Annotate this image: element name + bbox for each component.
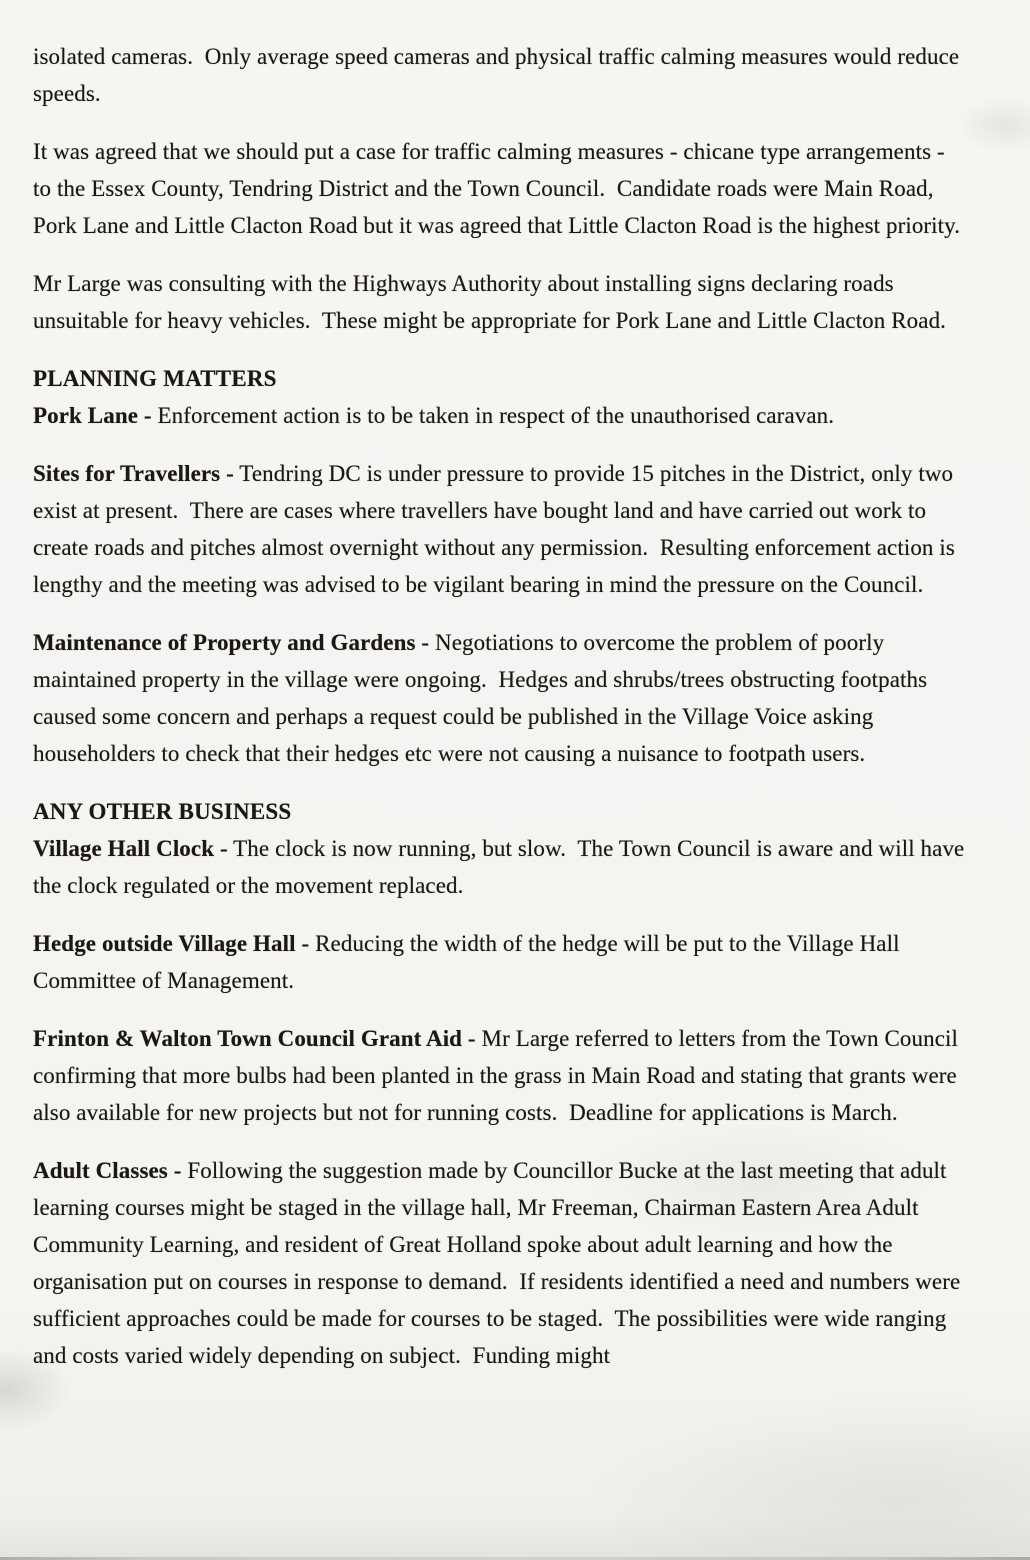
paragraph-adult-classes-lead: Adult Classes - bbox=[33, 1158, 182, 1183]
paragraph-pork-lane-lead: Pork Lane - bbox=[33, 403, 152, 428]
paragraph-pork-lane-text: Enforcement action is to be taken in respect of the unauthorised caravan. bbox=[157, 403, 835, 428]
paragraph-sites-for-travellers bbox=[33, 455, 965, 603]
paragraph-speed-cameras: isolated cameras. Only average speed cameras and physical traffic calming measures would reduce speeds. bbox=[33, 44, 966, 106]
paragraph-hedge-text: Reducing the width of the hedge will be put to the Village Hall Committee of Management. bbox=[33, 931, 906, 993]
paragraph-sites-for-travellers-text: Tendring DC is under pressure to provide 15 pitches in the District, only two exist at present. There are cases where travellers have bought land and have carried out work to create roads and pitches almost overnight without any permission. Resulting enforcement action is lengthy and the meeting was advised to be vigilant bearing in mind the pressure on the Council. bbox=[33, 461, 961, 597]
heading-planning-matters: PLANNING MATTERS bbox=[33, 366, 277, 391]
paragraph-highways-signs: Mr Large was consulting with the Highways Authority about installing signs declaring roads unsuitable for heavy vehicles. These might be appropriate for Pork Lane and Little Clacton Road. bbox=[33, 271, 947, 333]
paragraph-village-hall-clock bbox=[33, 830, 971, 904]
paragraph-maintenance-text: Negotiations to overcome the problem of poorly maintained property in the village were ongoing. Hedges and shrubs/trees obstructing footpaths caused some concern and perhaps a request could be published in the Village Voice asking householders to check that their hedges etc were not causing a nuisance to footpath users. bbox=[33, 630, 934, 766]
paragraph-pork-lane bbox=[33, 397, 965, 434]
paragraph-hedge-village-hall bbox=[33, 925, 965, 999]
paragraph-grant-aid bbox=[33, 1020, 965, 1131]
paragraph-hedge-lead: Hedge outside Village Hall - bbox=[33, 931, 310, 956]
paragraph-adult-classes bbox=[33, 1152, 965, 1374]
paragraph-village-hall-clock-lead: Village Hall Clock - bbox=[33, 836, 228, 861]
paragraph-maintenance-lead: Maintenance of Property and Gardens - bbox=[33, 630, 430, 655]
paragraph-sites-for-travellers-lead: Sites for Travellers - bbox=[33, 461, 234, 486]
paragraph-grant-aid-text: Mr Large referred to letters from the Town Council confirming that more bulbs had been planted in the grass in Main Road and stating that grants were also available for new projects but not for running costs. Deadline for applications is March. bbox=[33, 1026, 964, 1125]
paragraph-traffic-calming-case: It was agreed that we should put a case for traffic calming measures - chicane type arrangements - to the Essex County, Tendring District and the Town Council. Candidate roads were Main Road, Pork Lane and Little Clacton Road but it was agreed that Little Clacton Road is the highest priority. bbox=[33, 139, 961, 238]
paragraph-maintenance-property-gardens bbox=[33, 624, 965, 772]
paragraph-village-hall-clock-text: The clock is now running, but slow. The Town Council is aware and will have the clock regulated or the movement replaced. bbox=[33, 836, 971, 898]
heading-any-other-business: ANY OTHER BUSINESS bbox=[33, 799, 292, 824]
paragraph-grant-aid-lead: Frinton & Walton Town Council Grant Aid - bbox=[33, 1026, 476, 1051]
paragraph-adult-classes-text: Following the suggestion made by Councillor Bucke at the last meeting that adult learning courses might be staged in the village hall, Mr Freeman, Chairman Eastern Area Adult Community Learning, and resident of Great Holland spoke about adult learning and how the organisation put on courses in response to demand. If residents identified a need and numbers were sufficient approaches could be made for courses to be staged. The possibilities were wide ranging and costs varied widely depending on subject. Funding might bbox=[33, 1158, 967, 1368]
